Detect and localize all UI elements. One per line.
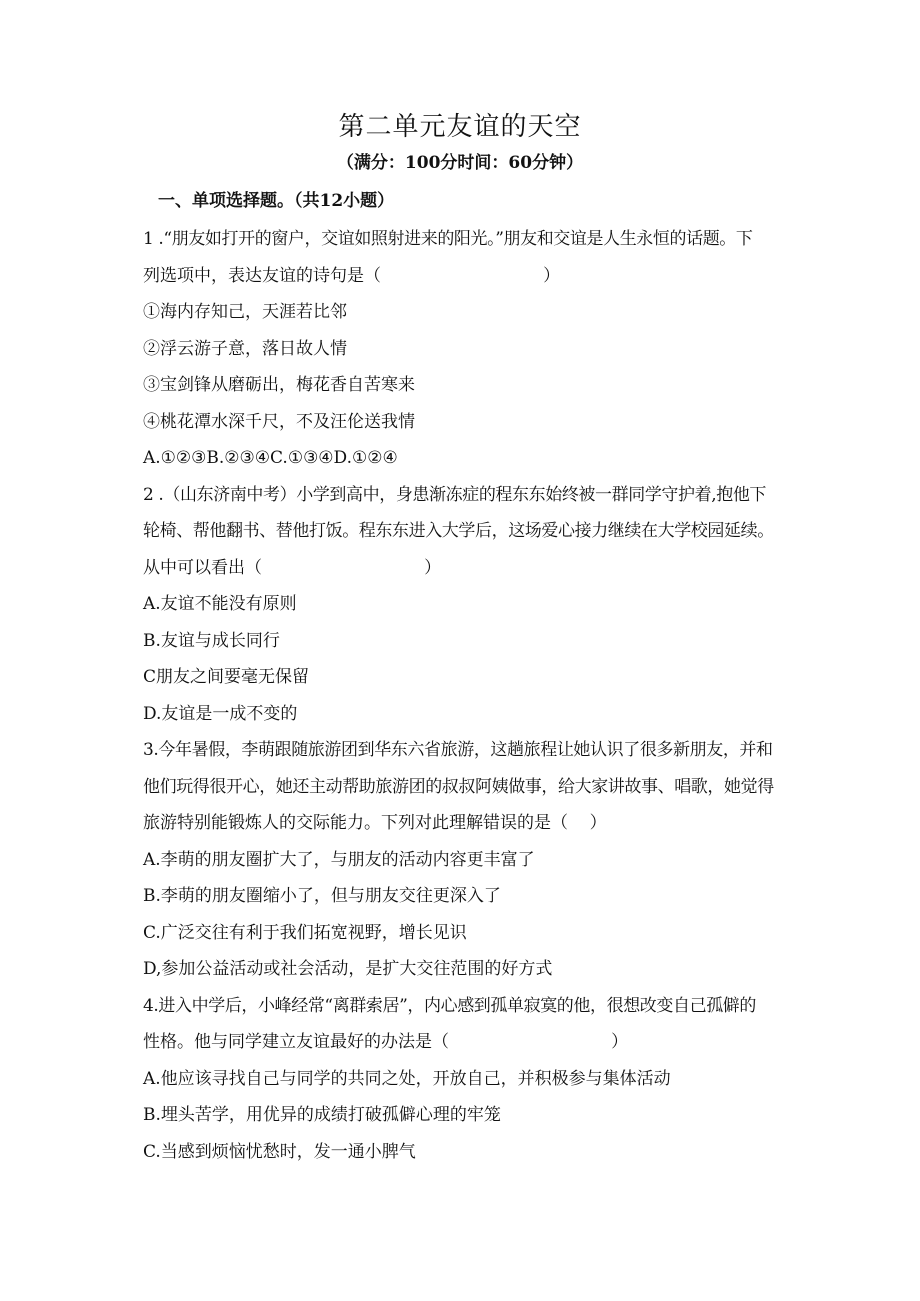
question-4-option-c: C.当感到烦恼忧愁时，发一通小脾气 <box>143 1142 416 1162</box>
question-3-option-b: B.李萌的朋友圈缩小了，但与朋友交往更深入了 <box>143 886 501 906</box>
document-title: 第二单元友谊的天空 <box>338 112 582 142</box>
question-1-statement-2: ②浮云游子意，落日故人情 <box>143 339 347 359</box>
question-1-statement-1: ①海内存知己，天涯若比邻 <box>143 302 347 322</box>
question-1-stem-line-2: 列选项中，表达友谊的诗句是（ ） <box>143 266 561 286</box>
question-2-stem-line-3: 从中可以看出（ ） <box>143 558 442 578</box>
question-1-statement-3: ③宝剑锋从磨砺出，梅花香自苦寒来 <box>143 375 415 395</box>
question-2-option-a: A.友谊不能没有原则 <box>143 594 297 614</box>
question-4-stem-line-2: 性格。他与同学建立友谊最好的办法是（ ） <box>143 1032 629 1052</box>
document-subtitle: （满分：100分时间：60分钟） <box>336 153 584 173</box>
question-3-stem-line-3: 旅游特别能锻炼人的交际能力。下列对此理解错误的是（ ） <box>143 813 607 833</box>
question-2-option-c: C朋友之间要毫无保留 <box>143 667 310 687</box>
question-2-stem-line-1: 2 .（山东济南中考）小学到高中，身患渐冻症的程东东始终被一群同学守护着,抱他下 <box>143 485 767 505</box>
question-4-stem-line-1: 4.进入中学后，小峰经常“离群索居”，内心感到孤单寂寞的他，很想改变自己孤僻的 <box>143 996 757 1016</box>
question-3-option-a: A.李萌的朋友圈扩大了，与朋友的活动内容更丰富了 <box>143 850 535 870</box>
question-3-option-c: C.广泛交往有利于我们拓宽视野，增长见识 <box>143 923 467 943</box>
question-1-options: A.①②③B.②③④C.①③④D.①②④ <box>143 448 398 468</box>
question-2-stem-line-2: 轮椅、帮他翻书、替他打饭。程东东进入大学后，这场爱心接力继续在大学校园延续。 <box>143 521 774 541</box>
question-4-option-a: A.他应该寻找自己与同学的共同之处，开放自己，并积极参与集体活动 <box>143 1069 671 1089</box>
question-2-option-b: B.友谊与成长同行 <box>143 631 280 651</box>
question-1-statement-4: ④桃花潭水深千尺，不及汪伦送我情 <box>143 412 415 432</box>
question-3-stem-line-1: 3.今年暑假，李萌跟随旅游团到华东六省旅游，这趟旅程让她认识了很多新朋友，并和 <box>143 740 773 760</box>
question-1-stem-line-1: 1 .“朋友如打开的窗户，交谊如照射进来的阳光。”朋友和交谊是人生永恒的话题。下 <box>143 229 753 249</box>
section-heading: 一、单项选择题。（共12小题） <box>158 191 395 211</box>
question-3-stem-line-2: 他们玩得很开心，她还主动帮助旅游团的叔叔阿姨做事，给大家讲故事、唱歌，她觉得 <box>143 777 774 797</box>
question-3-option-d: D,参加公益活动或社会活动，是扩大交往范围的好方式 <box>143 959 553 979</box>
question-2-option-d: D.友谊是一成不变的 <box>143 704 298 724</box>
question-4-option-b: B.埋头苦学，用优异的成绩打破孤僻心理的牢笼 <box>143 1105 501 1125</box>
